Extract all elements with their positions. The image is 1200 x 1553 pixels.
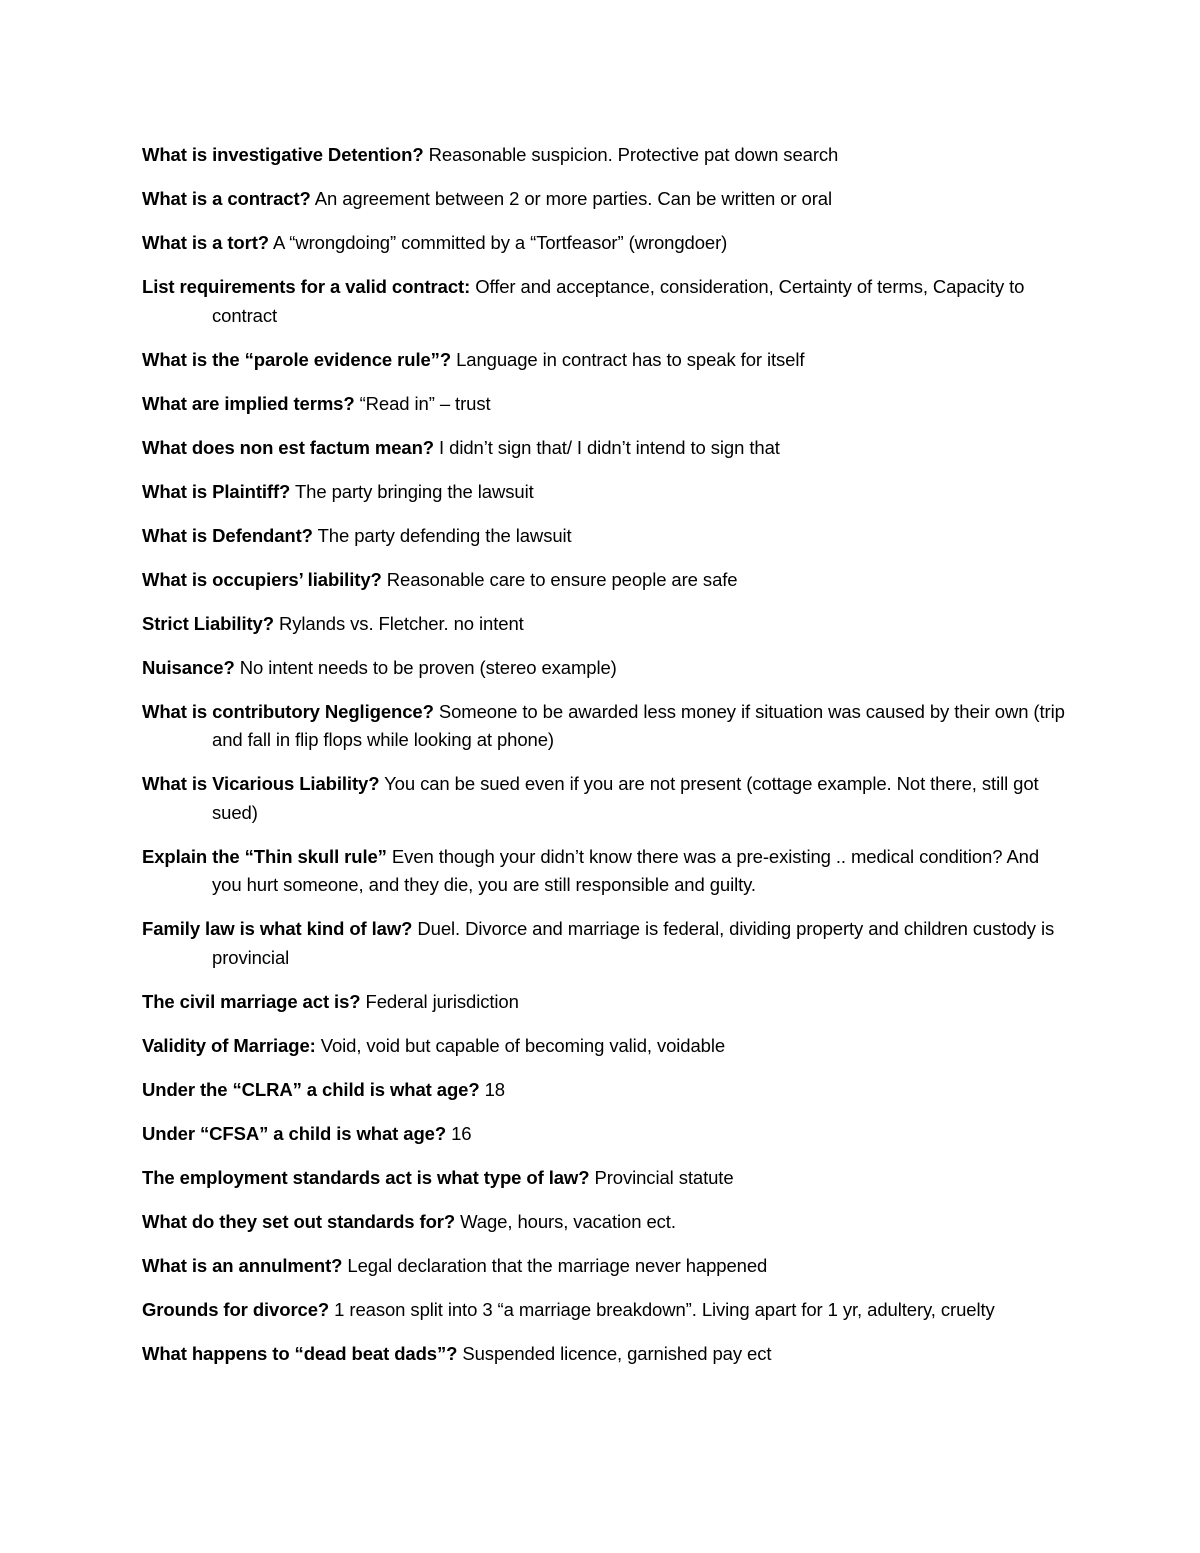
qa-item	[142, 141, 1072, 170]
qa-item	[142, 434, 1072, 463]
qa-item	[142, 843, 1072, 900]
qa-question: What is a tort?	[142, 232, 269, 253]
qa-question: Nuisance?	[142, 656, 235, 678]
qa-item	[142, 1164, 1072, 1193]
qa-question: Validity of Marriage:	[142, 1034, 316, 1056]
qa-answer: The party defending the lawsuit	[312, 524, 572, 546]
qa-item	[142, 770, 1072, 827]
qa-item	[142, 1120, 1072, 1149]
qa-answer: 16	[446, 1122, 472, 1144]
qa-question: Family law is what kind of law?	[142, 918, 413, 939]
qa-answer: Void, void but capable of becoming valid, voidable	[315, 1034, 726, 1056]
qa-item	[142, 698, 1072, 755]
qa-question: What is Plaintiff?	[142, 480, 291, 502]
qa-question: What happens to “dead beat dads”?	[142, 1342, 458, 1364]
qa-question: Under “CFSA” a child is what age?	[142, 1122, 447, 1144]
qa-answer: Duel. Divorce and marriage is federal, dividing property and children custody is provincial	[212, 918, 1055, 968]
qa-item	[142, 390, 1072, 419]
qa-question: What is the “parole evidence rule”?	[142, 348, 452, 370]
qa-item	[142, 1296, 1072, 1325]
qa-answer: Suspended licence, garnished pay ect	[457, 1342, 772, 1364]
qa-answer: Provincial statute	[589, 1166, 734, 1188]
qa-item	[142, 566, 1072, 595]
qa-question: Strict Liability?	[142, 612, 274, 634]
qa-item	[142, 185, 1072, 214]
qa-question: Grounds for divorce?	[142, 1298, 330, 1320]
qa-answer: 18	[479, 1078, 505, 1100]
qa-question: What is an annulment?	[142, 1254, 343, 1276]
qa-item	[142, 654, 1072, 683]
qa-answer: Rylands vs. Fletcher. no intent	[273, 612, 524, 634]
qa-answer: Reasonable care to ensure people are safe	[381, 568, 738, 590]
qa-question: What is Vicarious Liability?	[142, 773, 380, 794]
qa-answer: Even though your didn’t know there was a pre-existing .. medical condition? And you hurt someone, and they die, you are still responsible and guilty.	[212, 845, 1040, 895]
qa-question: The employment standards act is what type of law?	[142, 1166, 590, 1188]
qa-answer: “Read in” – trust	[354, 392, 491, 414]
qa-list	[142, 141, 1072, 1384]
qa-question: What is Defendant?	[142, 524, 313, 546]
qa-item	[142, 988, 1072, 1017]
qa-item	[142, 346, 1072, 375]
qa-question: What is investigative Detention?	[142, 144, 424, 165]
qa-item	[142, 1252, 1072, 1281]
qa-question: What are implied terms?	[142, 392, 355, 414]
qa-answer: Legal declaration that the marriage never happened	[342, 1254, 768, 1276]
qa-question: What is contributory Negligence?	[142, 700, 434, 722]
qa-item	[142, 1032, 1072, 1061]
qa-answer: A “wrongdoing” committed by a “Tortfeasor” (wrongdoer)	[268, 232, 728, 253]
qa-answer: 1 reason split into 3 “a marriage breakdown”. Living apart for 1 yr, adultery, cruelty	[329, 1298, 995, 1320]
qa-answer: No intent needs to be proven (stereo example)	[234, 656, 617, 678]
qa-answer: Offer and acceptance, consideration, Certainty of terms, Capacity to contract	[212, 276, 1025, 326]
qa-item	[142, 273, 1072, 330]
qa-item	[142, 610, 1072, 639]
qa-question: What do they set out standards for?	[142, 1210, 456, 1232]
qa-answer: You can be sued even if you are not present (cottage example. Not there, still got sued)	[212, 773, 1039, 823]
qa-question: Under the “CLRA” a child is what age?	[142, 1078, 480, 1100]
qa-item	[142, 1340, 1072, 1369]
qa-item	[142, 478, 1072, 507]
qa-answer: Federal jurisdiction	[360, 990, 519, 1012]
qa-question: The civil marriage act is?	[142, 990, 361, 1012]
qa-answer: Reasonable suspicion. Protective pat down search	[423, 144, 839, 165]
qa-question: What is occupiers’ liability?	[142, 568, 382, 590]
qa-question: List requirements for a valid contract:	[142, 276, 471, 297]
qa-question: What is a contract?	[142, 188, 311, 209]
qa-item	[142, 1208, 1072, 1237]
qa-item	[142, 229, 1072, 258]
qa-answer: Wage, hours, vacation ect.	[455, 1210, 676, 1232]
qa-answer: The party bringing the lawsuit	[290, 480, 534, 502]
qa-item	[142, 1076, 1072, 1105]
qa-question: Explain the “Thin skull rule”	[142, 845, 387, 867]
qa-question: What does non est factum mean?	[142, 436, 435, 458]
qa-item	[142, 522, 1072, 551]
qa-answer: Someone to be awarded less money if situation was caused by their own (trip and fall in flip flops while looking at phone)	[212, 700, 1065, 750]
qa-answer: I didn’t sign that/ I didn’t intend to sign that	[434, 436, 780, 458]
qa-answer: Language in contract has to speak for itself	[451, 348, 805, 370]
qa-answer: An agreement between 2 or more parties. Can be written or oral	[310, 188, 832, 209]
qa-item	[142, 915, 1072, 972]
